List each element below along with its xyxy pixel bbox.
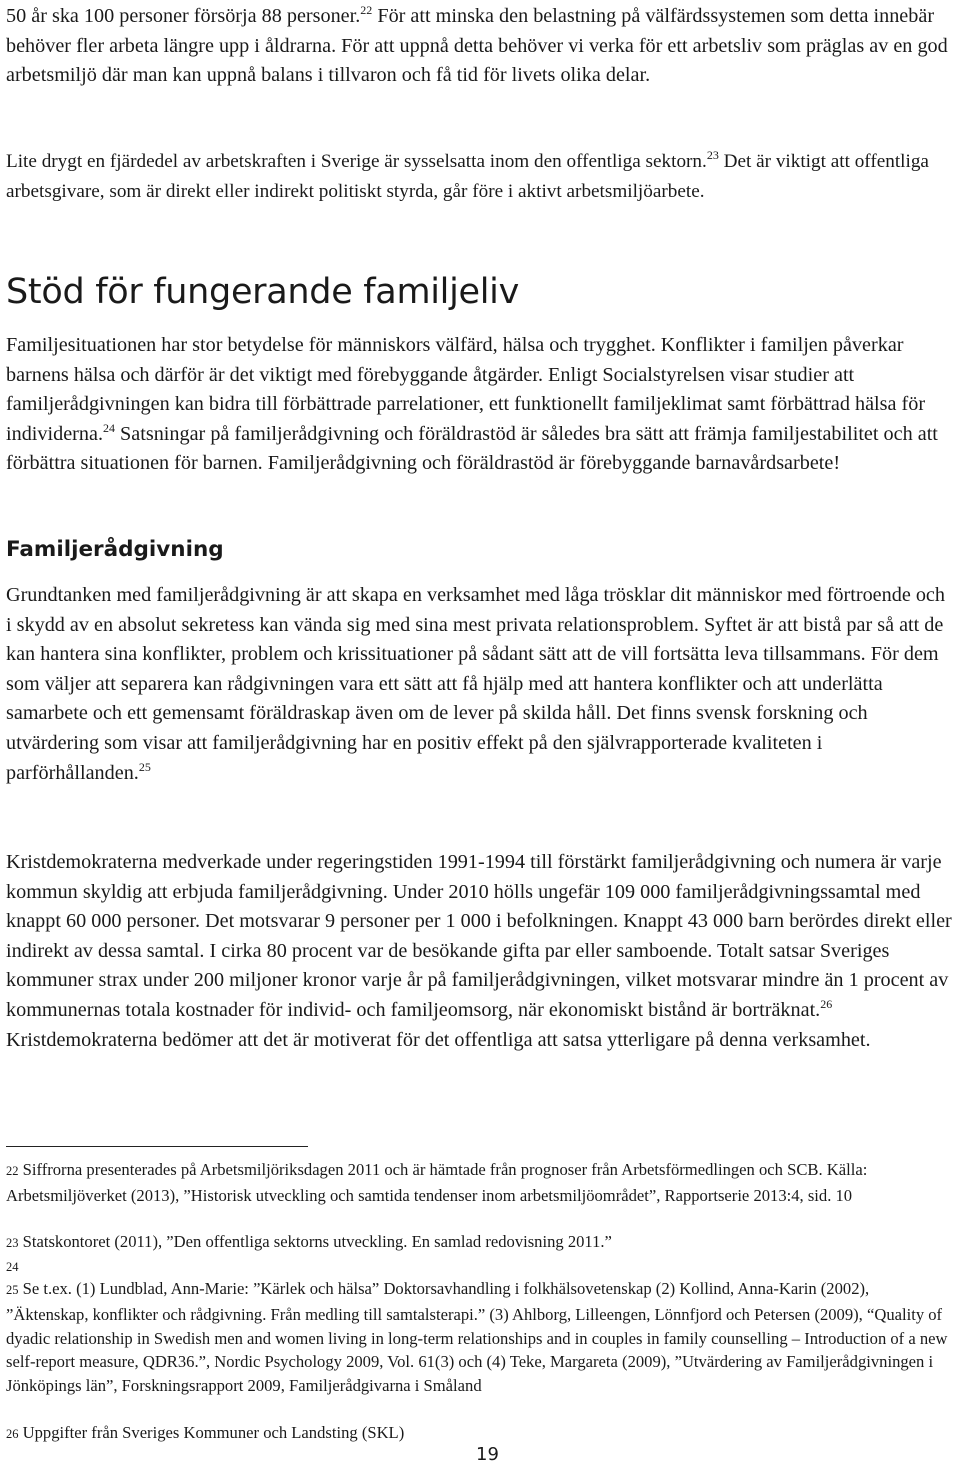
footnote-25: 25 Se t.ex. (1) Lundblad, Ann-Marie: ”Kärlek och hälsa” Doktorsavhandling i folkhälsovetenskap (2) Kollind, Anna-Karin (2002), ”Äktenskap, konflikter och rådgivning. Från medling till samtalsterapi.” (3) Ahlborg, Lilleengen, Lönnfjord och Petersen (2009), “Quality of dyadic relationship in Swedish men and women living in long-term relationships and in couples in family counselling – Introduction of a new self-report measure, QDR36.”, Nordic Psychology 2009, Vol. 61(3) och (4) Teke, Margareta (2009), ”Utvärdering av Familjerådgivningen i Jönköpings län”, Forskningsrapport 2009, Familjerådgivarna i Småland bbox=[6, 1279, 948, 1396]
page-number: 19 bbox=[476, 1444, 499, 1465]
footnote-24 bbox=[6, 1254, 954, 1280]
footnote-23: 23 Statskontoret (2011), ”Den offentliga sektorns utveckling. En samlad redovisning 2011.” bbox=[6, 1232, 612, 1251]
subsection-heading: Familjerådgivning bbox=[6, 537, 224, 562]
footnote-ref-25[interactable]: 25 bbox=[138, 759, 151, 774]
footnote-number: 23 bbox=[6, 1236, 19, 1250]
footnote-ref-24[interactable]: 24 bbox=[103, 420, 115, 435]
footnote-ref-26[interactable]: 26 bbox=[820, 996, 833, 1011]
footnote-22: 22 Siffrorna presenterades på Arbetsmiljöriksdagen 2011 och är hämtade från prognoser från Arbetsförmedlingen och SCB. Källa: Arbetsmiljöverket (2013), ”Historisk utveckling och samtida tendenser inom arbetsmiljöområdet”, Rapportserie 2013:4, sid. 10 bbox=[6, 1160, 868, 1205]
paragraph-counselling-statistics: Kristdemokraterna medverkade under regeringstiden 1991-1994 till förstärkt familjerådgivning och numera är varje kommun skyldig att erbjuda familjerådgivning. Under 2010 hölls ungefär 109 000 familjerådgivningssamtal med knappt 60 000 personer. Det motsvarar 9 personer per 1 000 i befolkningen. Knappt 43 000 barn berördes direkt eller indirekt av dessa samtal. I cirka 80 procent var de besökande gifta par eller samboende. Totalt satsar Sveriges kommuner strax under 200 miljoner kronor varje år på familjerådgivningen, vilket motsvarar mindre än 1 procent av kommunernas totala kostnader för individ- och familjeomsorg, när ekonomiskt bistånd är borträknat.$^{26}$ Kristdemokraterna bedömer att det är motiverat för det offentliga att satsa ytterligare på denna verksamhet. bbox=[6, 851, 952, 1051]
footnote-number: 24 bbox=[6, 1260, 19, 1274]
footnote-number: 22 bbox=[6, 1164, 19, 1178]
paragraph-public-sector: Lite drygt en fjärdedel av arbetskraften i Sverige är sysselsatta inom den offentliga sektorn.$^{23}$ Det är viktigt att offentliga arbetsgivare, som är direkt eller indirekt politiskt styrda, går före i aktivt arbetsmiljöarbete. bbox=[6, 148, 929, 202]
footnote-ref-23[interactable]: 23 bbox=[706, 148, 719, 162]
paragraph-family-situation: Familjesituationen har stor betydelse för människors välfärd, hälsa och trygghet. Konflikter i familjen påverkar barnens hälsa och därför är det viktigt med förebyggande åtgärder. Enligt Socialstyrelsen visar studier att familjerådgivningen kan bidra till förbättrade parrelationer, ett funktionellt familjeklimat samt förbättrad hälsa för individerna.$^{24}$ Satsningar på familjerådgivning och föräldrastöd är således bra sätt att främja familjestabilitet och att förbättra situationen för barnen. Familjerådgivning och föräldrastöd är förebyggande barnavårdsarbete! bbox=[6, 334, 938, 475]
section-heading: Stöd för fungerande familjeliv bbox=[6, 272, 520, 312]
paragraph-demographics: 50 år ska 100 personer försörja 88 personer.$^{22}$ För att minska den belastning på välfärdssystemen som detta innebär behöver fler arbeta längre upp i åldrarna. För att uppnå detta behöver vi verka för ett arbetsliv som präglas av en god arbetsmiljö där man kan uppnå balans i tillvaron och få tid för livets olika delar. bbox=[6, 3, 948, 87]
footnote-number: 26 bbox=[6, 1427, 19, 1441]
footnote-number: 25 bbox=[6, 1283, 19, 1297]
paragraph-counselling-purpose: Grundtanken med familjerådgivning är att skapa en verksamhet med låga trösklar dit människor med förtroende och i skydd av en absolut sekretess kan vända sig med sina mest privata relationsproblem. Syftet är att bistå par så att de kan hantera sina konflikter, problem och krissituationer på sådant sätt att de vill fortsätta leva tillsammans. För dem som väljer att separera kan rådgivningen vara ett sätt att få hjälp med att hantera konflikter och att underlätta samarbete och ett gemensamt föräldraskap även om de lever på skilda håll. Det finns svensk forskning och utvärdering som visar att familjerådgivning har en positiv effekt på den självrapporterade kvaliteten i parförhållanden.$^{25}$ bbox=[6, 584, 945, 784]
footnote-26: 26 Uppgifter från Sveriges Kommuner och Landsting (SKL) bbox=[6, 1423, 405, 1442]
footnote-divider bbox=[6, 1146, 308, 1147]
footnote-ref-22[interactable]: 22 bbox=[360, 3, 373, 17]
